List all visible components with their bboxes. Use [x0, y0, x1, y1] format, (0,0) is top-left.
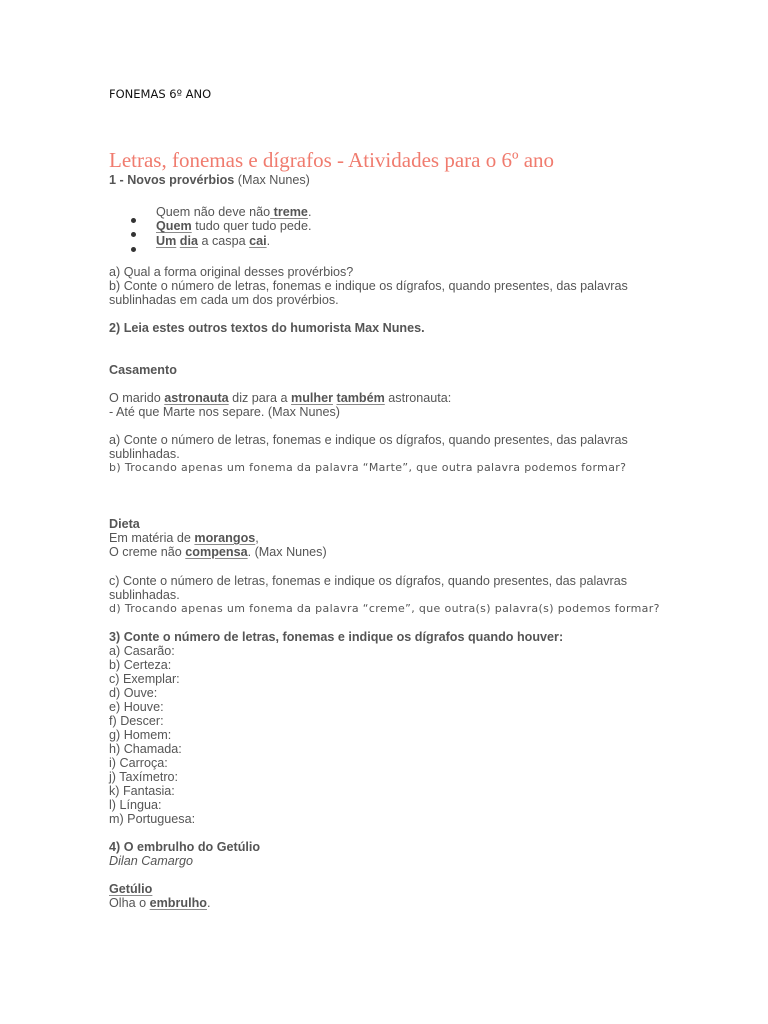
list-item: e) Houve: — [109, 700, 164, 714]
section3-heading: 3) Conte o número de letras, fonemas e indique os dígrafos quando houver: — [109, 630, 564, 644]
section1-heading-rest: (Max Nunes) — [234, 173, 310, 187]
list-item: l) Língua: — [109, 798, 162, 812]
header-label: FONEMAS 6º ANO — [109, 87, 212, 101]
list-item: i) Carroça: — [109, 756, 168, 770]
list-item: d) Ouve: — [109, 686, 158, 700]
section4-speaker: Getúlio — [109, 882, 153, 896]
section1-heading-bold: 1 - Novos provérbios — [109, 173, 235, 187]
list-item: f) Descer: — [109, 714, 164, 728]
dieta-title: Dieta — [109, 517, 140, 531]
casamento-question-b: b) Trocando apenas um fonema da palavra “Marte”, que outra palavra podemos formar? — [109, 461, 627, 474]
list-item: Um dia a caspa cai. — [156, 234, 271, 248]
list-item: a) Casarão: — [109, 644, 175, 658]
section4-author: Dilan Camargo — [109, 854, 193, 868]
list-item: Quem não deve não treme. — [156, 205, 312, 219]
section2-heading: 2) Leia estes outros textos do humorista Max Nunes. — [109, 321, 425, 335]
dieta-question-d: d) Trocando apenas um fonema da palavra “creme”, que outra(s) palavra(s) podemos formar? — [109, 602, 660, 615]
bullet-icon — [131, 239, 136, 257]
list-item: m) Portuguesa: — [109, 812, 196, 826]
list-item: Quem tudo quer tudo pede. — [156, 219, 312, 233]
casamento-question-a2: sublinhadas. — [109, 447, 180, 461]
section1-heading — [109, 173, 310, 187]
list-item: c) Exemplar: — [109, 672, 180, 686]
casamento-line2: - Até que Marte nos separe. (Max Nunes) — [109, 405, 340, 419]
list-item: g) Homem: — [109, 728, 172, 742]
dieta-line2: O creme não compensa. (Max Nunes) — [109, 545, 327, 559]
list-item: j) Taxímetro: — [109, 770, 179, 784]
list-item: b) Certeza: — [109, 658, 172, 672]
question-b-line2: sublinhadas em cada um dos provérbios. — [109, 293, 339, 307]
list-item: h) Chamada: — [109, 742, 182, 756]
page-title: Letras, fonemas e dígrafos - Atividades para o 6º ano — [109, 148, 555, 172]
dieta-line1: Em matéria de morangos, — [109, 531, 259, 545]
section4-heading: 4) O embrulho do Getúlio — [109, 840, 261, 854]
list-item: k) Fantasia: — [109, 784, 175, 798]
question-b-line1: b) Conte o número de letras, fonemas e indique os dígrafos, quando presentes, das palavras — [109, 279, 628, 293]
casamento-title: Casamento — [109, 363, 177, 377]
dieta-question-c1: c) Conte o número de letras, fonemas e indique os dígrafos, quando presentes, das palavras — [109, 574, 628, 588]
question-a: a) Qual a forma original desses provérbios? — [109, 265, 354, 279]
casamento-question-a1: a) Conte o número de letras, fonemas e indique os dígrafos, quando presentes, das palavras — [109, 433, 628, 447]
dieta-question-c2: sublinhadas. — [109, 588, 180, 602]
casamento-line1: O marido astronauta diz para a mulher também astronauta: — [109, 391, 452, 405]
section4-line1: Olha o embrulho. — [109, 896, 211, 910]
